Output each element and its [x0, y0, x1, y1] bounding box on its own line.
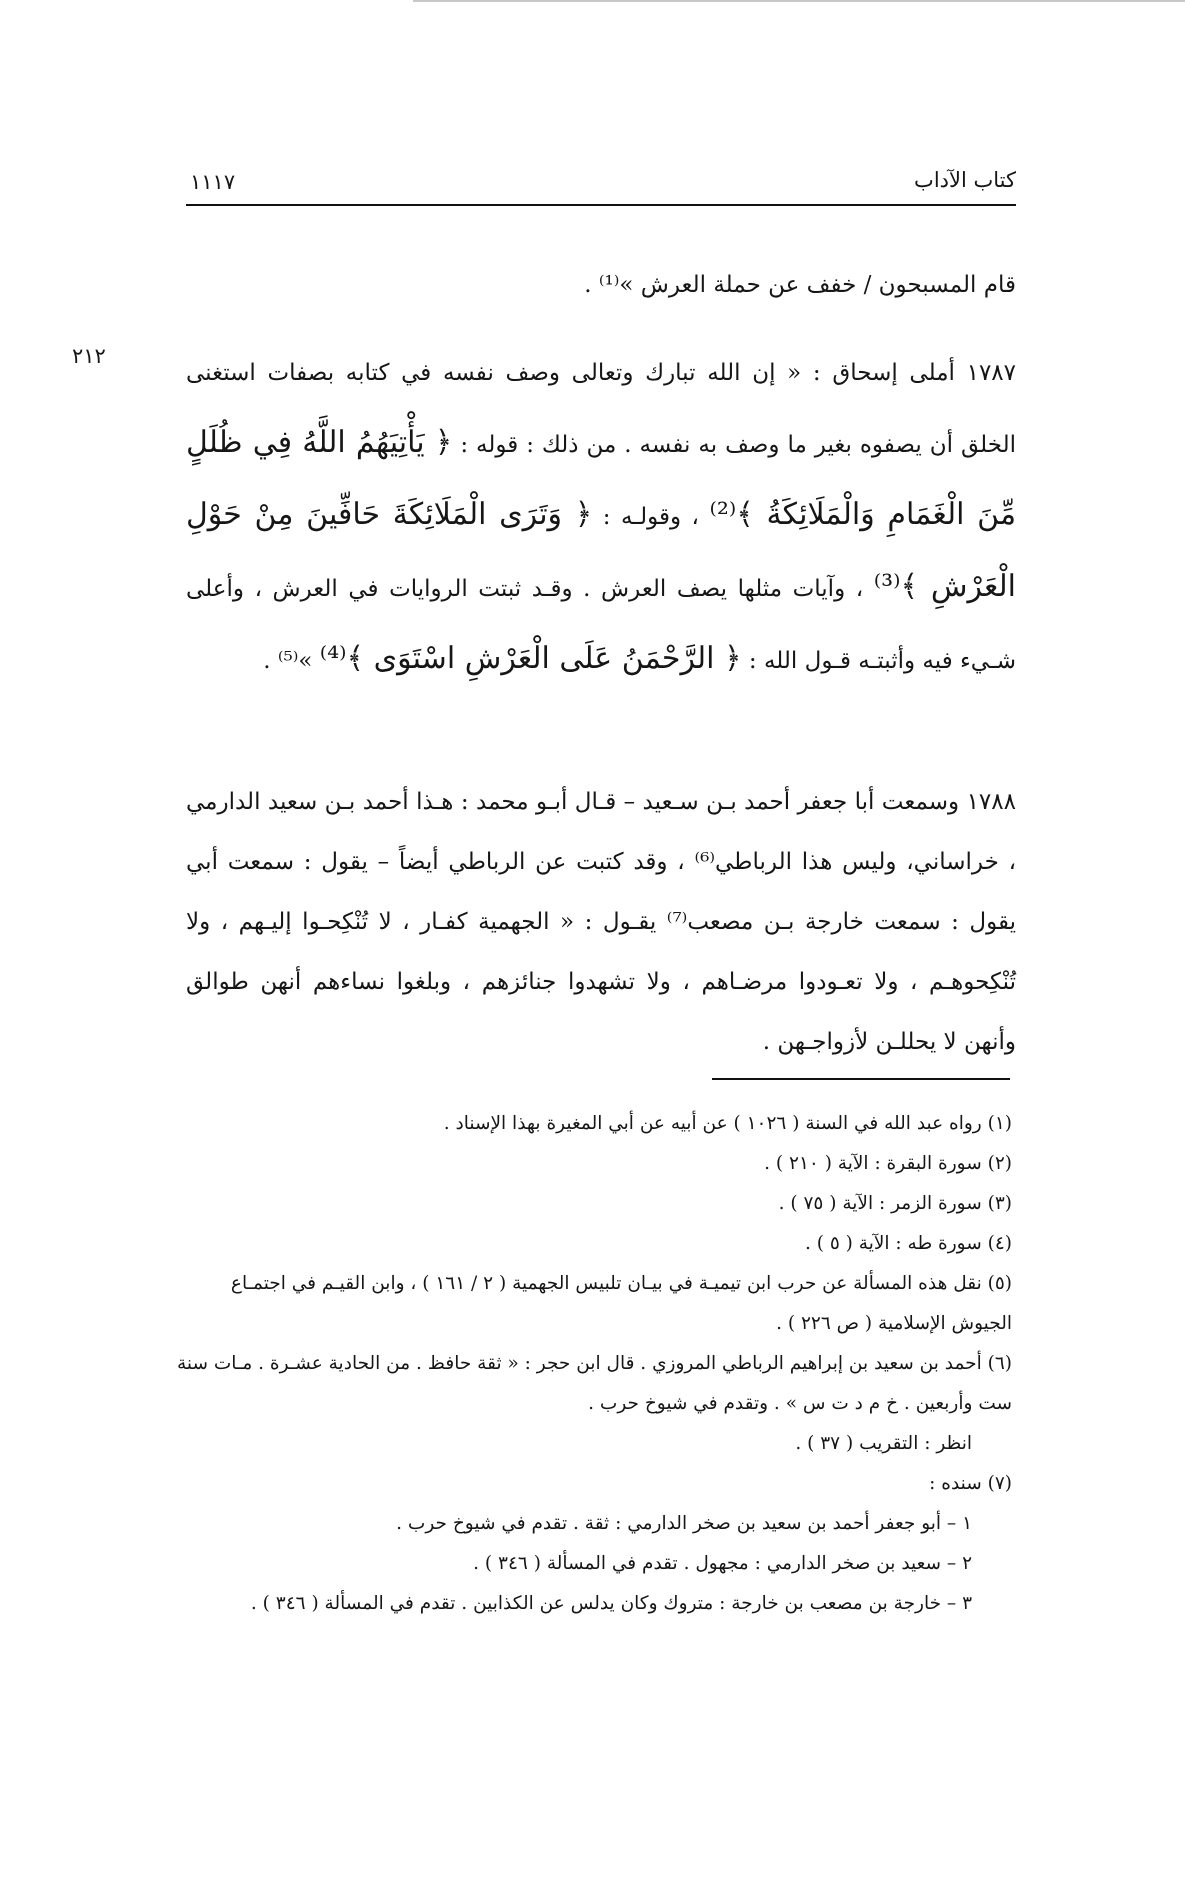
- footnotes: [176, 1104, 1012, 1624]
- footnote-2: (٢) سورة البقرة : الآية ( ٢١٠ ) .: [764, 1153, 1012, 1174]
- footnote-rule: [712, 1078, 1010, 1080]
- page-number: ١١١٧: [190, 170, 236, 194]
- entry-text: وسمعت أبا جعفر أحمد بـن سـعيد – قـال أبـو محمد : هـذا أحمد بـن سعيد الدارمي ، خراساني، وليس هذا الرباطي⁽⁶⁾ ، وقد كتبت عن الرباطي أيضاً – يقول : سمعت أبي يقول : سمعت خارجة بـن مصعب⁽⁷⁾ يقـول : « الجهمية كفـار ، لا تُنْكِحـوا إليـهم ، ولا تُنْكِحوهـم ، ولا تعـودوا مرضـاهم ، ولا تشهدوا جنائزهم ، وبلغوا نساءهم أنهن طوالق وأنهن لا يحللـن لأزواجـهن .: [186, 789, 1016, 1055]
- footnote-3: (٣) سورة الزمر : الآية ( ٧٥ ) .: [778, 1193, 1012, 1214]
- entry-text: ، وآيات مثلها يصف العرش . وقـد ثبتت الروايات في العرش ، وأعلى شـيء فيه وأثبتـه قـول الله :: [186, 576, 1016, 674]
- entry-1788: [186, 772, 1016, 1072]
- entry-text: ، وقولـه :: [602, 504, 699, 530]
- footnote-5: (٥) نقل هذه المسألة عن حرب ابن تيميـة في بيـان تلبيس الجهمية ( ٢ / ١٦١ ) ، وابن القيـم في اجتمـاع الجيوش الإسلامية ( ص ٢٢٦ ) .: [230, 1273, 1012, 1334]
- chain-item: ٢ – سعيد بن صخر الدارمي : مجهول . تقدم في المسألة ( ٣٤٦ ) .: [473, 1553, 972, 1574]
- top-edge-rule: [413, 0, 1185, 2]
- entry-number: ١٧٨٨: [966, 789, 1016, 815]
- footnote-1: (١) رواه عبد الله في السنة ( ١٠٢٦ ) عن أبيه عن أبي المغيرة بهذا الإسناد .: [443, 1113, 1012, 1134]
- margin-marker: ٢١٢: [72, 344, 106, 368]
- footnote-6-reference: انظر : التقريب ( ٣٧ ) .: [795, 1433, 972, 1454]
- footnote-7: (٧) سنده :: [929, 1473, 1012, 1494]
- continuation-paragraph: [186, 268, 1016, 303]
- chain-item: ١ – أبو جعفر أحمد بن سعيد بن صخر الدارمي : ثقة . تقدم في شيوخ حرب .: [396, 1513, 972, 1534]
- book-title: كتاب الآداب: [914, 168, 1016, 192]
- running-head: [186, 168, 1016, 206]
- quran-verse: ﴿ وَتَرَى الْمَلَائِكَةَ حَافِّينَ مِنْ حَوْلِ الْعَرْشِ ﴾⁽³⁾: [186, 497, 1016, 604]
- continuation-text: قام المسبحون / خفف عن حملة العرش »⁽¹⁾ .: [584, 272, 1016, 298]
- quran-verse: ﴿ يَأْتِيَهُمُ اللَّهُ فِي ظُلَلٍ مِّنَ الْغَمَامِ وَالْمَلَائِكَةُ ﴾⁽²⁾: [186, 425, 1017, 532]
- entry-text: »⁽⁵⁾ .: [263, 648, 313, 674]
- entry-number: ١٧٨٧: [966, 360, 1017, 386]
- footnote-6: (٦) أحمد بن سعيد بن إبراهيم الرباطي المروزي . قال ابن حجر : « ثقة حافظ . من الحادية عشـرة . مـات سنة ست وأربعين . خ م د ت س » . وتقدم في شيوخ حرب .: [176, 1353, 1012, 1414]
- chain-item: ٣ – خارجة بن مصعب بن خارجة : متروك وكان يدلس عن الكذابين . تقدم في المسألة ( ٣٤٦ ) .: [250, 1593, 972, 1614]
- header-rule: [186, 204, 1016, 206]
- entry-text: أملى إسحاق : « إن الله تبارك وتعالى وصف نفسه في كتابه بصفات استغنى الخلق أن يصفوه بغير ما وصف به نفسه . من ذلك : قوله :: [186, 360, 1016, 458]
- quran-verse: ﴿ الرَّحْمَنُ عَلَى الْعَرْشِ اسْتَوَى ﴾⁽⁴⁾: [319, 641, 742, 676]
- isnad-chain: [176, 1504, 1012, 1624]
- footnote-4: (٤) سورة طه : الآية ( ٥ ) .: [805, 1233, 1012, 1254]
- entry-1787: [186, 338, 1016, 696]
